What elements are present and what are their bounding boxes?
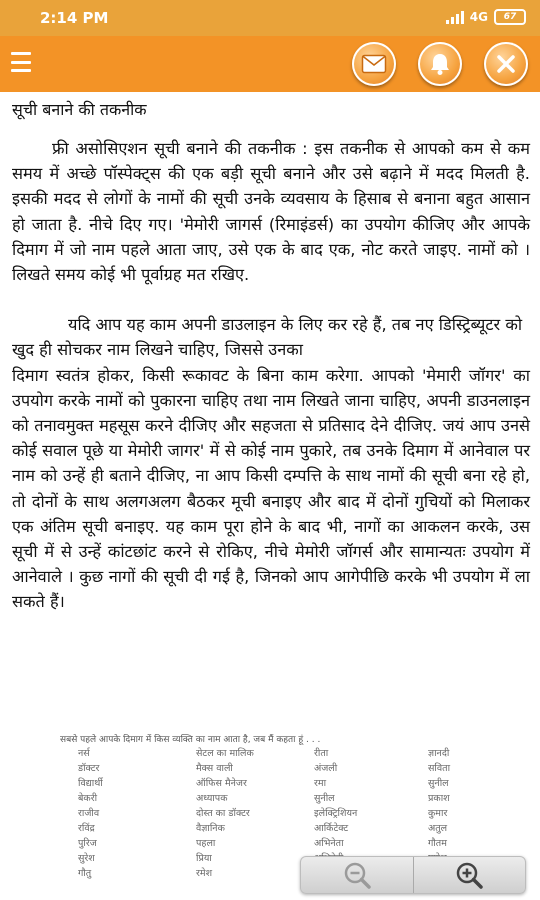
list-item: दोस्त का डॉक्टर: [196, 808, 250, 819]
article-paragraph: यदि आप यह काम अपनी डाउलाइन के लिए कर रहे हैं, तब नए डिस्ट्रिब्यूटर को खुद ही सोचकर नाम लिखने चाहिए, जिससे उनका: [12, 315, 523, 360]
article-content: [0, 92, 540, 900]
close-icon: [496, 54, 516, 74]
list-item: सुनील: [428, 778, 449, 789]
zoom-in-button[interactable]: [414, 857, 526, 893]
list-item: कुमार: [428, 808, 448, 819]
list-item: पहला: [196, 838, 216, 849]
list-item: रमा: [314, 778, 327, 789]
list-item: बेकरी: [78, 793, 98, 804]
list-item: ऑफिस मैनेजर: [196, 778, 247, 789]
scanned-list-column: [78, 748, 103, 879]
list-item: रीता: [314, 748, 329, 759]
hamburger-menu-icon[interactable]: [11, 52, 31, 72]
list-item: डॉक्टर: [78, 763, 100, 774]
notification-button[interactable]: [418, 42, 462, 86]
list-item: राजीव: [78, 808, 100, 819]
battery-icon: [494, 9, 526, 25]
list-item: प्रकाश: [428, 793, 450, 804]
battery-level: 67: [503, 12, 517, 22]
list-item: अभिनेता: [314, 838, 344, 849]
list-item: इलेक्ट्रिशियन: [314, 808, 358, 819]
list-item: गौतु: [78, 868, 92, 879]
list-item: पुरिज: [78, 838, 97, 849]
close-button[interactable]: [484, 42, 528, 86]
signal-icon: [446, 10, 464, 24]
status-bar: [0, 0, 540, 36]
zoom-out-button[interactable]: [301, 857, 413, 893]
list-item: वैज्ञानिक: [196, 823, 225, 834]
list-item: सविता: [428, 763, 451, 774]
list-item: सेटल का मालिक: [196, 748, 254, 759]
zoom-controls: [300, 856, 526, 894]
scanned-list-column: [196, 748, 254, 879]
list-item: रविंद्र: [78, 823, 95, 834]
list-item: नर्स: [78, 748, 90, 759]
list-item: सुरेश: [78, 853, 95, 864]
article-paragraph: दिमाग स्वतंत्र होकर, किसी रूकावट के बिना काम करेगा. आपको 'मेमारी जॉगर' का उपयोग करके नामों को पुकारना चाहिए तथा नाम लिखते जाना चाहिए, अपनी डाउनलाइन को तनावमुक्त महसूस करने दीजिए और सहजता से प्रतिसाद देने दीजिए. जयं आप उनसे कोई सवाल पूछे या मेमोरी जागर' में से कोई नाम पुकारे, तब उनके दिमाग में आनेवाल पर नाम को उन्हें ही बताने दीजिए, ना आप किसी दम्पत्ति के साथ नामों की सूची बना रहे हो, तो दोनों के साथ अलगअलग बैठकर मूची बनाइए और बाद में दोनों गुचियों को मिलाकर एक अंतिम सूची बनाइए. यह काम पूरा होने के बाद भी, नागों का आकलन करके, उस सूची में से उन्हें कांटछांट करने से रोकिए, नीचे मेमोरी जॉगर्स और सामान्यतः उपयोग में आनेवाले । कुछ नागों की सूची दी गई है, जिनको आप आगेपीछि करके भी उपयोग में ला सकते हैं।: [12, 365, 530, 612]
mail-button[interactable]: [352, 42, 396, 86]
list-item: प्रिया: [196, 853, 212, 864]
scanned-list-header: सबसे पहले आपके दिमाग में किस व्यक्ति का नाम आता है, जब मैं कहता हूं . . .: [60, 735, 321, 745]
list-item: आर्किटेक्ट: [314, 823, 349, 834]
status-icons: [446, 9, 526, 25]
list-item: मैक्स वाली: [196, 763, 233, 774]
list-item: अध्यापक: [196, 793, 228, 804]
list-item: सुनील: [314, 793, 335, 804]
list-item: अंजली: [314, 763, 338, 774]
zoom-out-icon: [342, 860, 372, 890]
app-toolbar: [0, 36, 540, 92]
network-type: 4G: [469, 10, 488, 24]
article-body: [12, 136, 530, 615]
mail-icon: [361, 54, 387, 74]
list-item: विद्यार्थी: [78, 778, 103, 789]
list-item: रमेश: [196, 868, 213, 879]
list-item: अतुल: [428, 823, 448, 834]
list-item: ज्ञानदी: [428, 748, 450, 759]
article-paragraph: फ्री असोसिएशन सूची बनाने की तकनीक : इस तकनीक से आपको कम से कम समय में अच्छे पॉस्पेक्ट्स की एक बड़ी सूची बनाने और उसे बढ़ाने में मदद मिलती है. इसकी मदद से लोगों के नामों की सूची उनके व्यवसाय के हिसाब से बनाना बहुत आसान हो जाता है. नीचे दिए गए। 'मेमोरी जागर्स (रिमाइंडर्स) का उपयोग कीजिए और आपके दिमाग में जो नाम पहले आता जाए, उसे एक के बाद एक, नोट करते जाइए. नामों को । लिखते समय कोई भी पूर्वाग्रह मत रखिए.: [12, 139, 530, 285]
status-time: 2:14 PM: [40, 9, 109, 27]
bell-icon: [429, 52, 451, 76]
zoom-in-icon: [454, 860, 484, 890]
list-item: गौतम: [428, 838, 447, 849]
article-title: सूची बनाने की तकनीक: [12, 100, 147, 119]
